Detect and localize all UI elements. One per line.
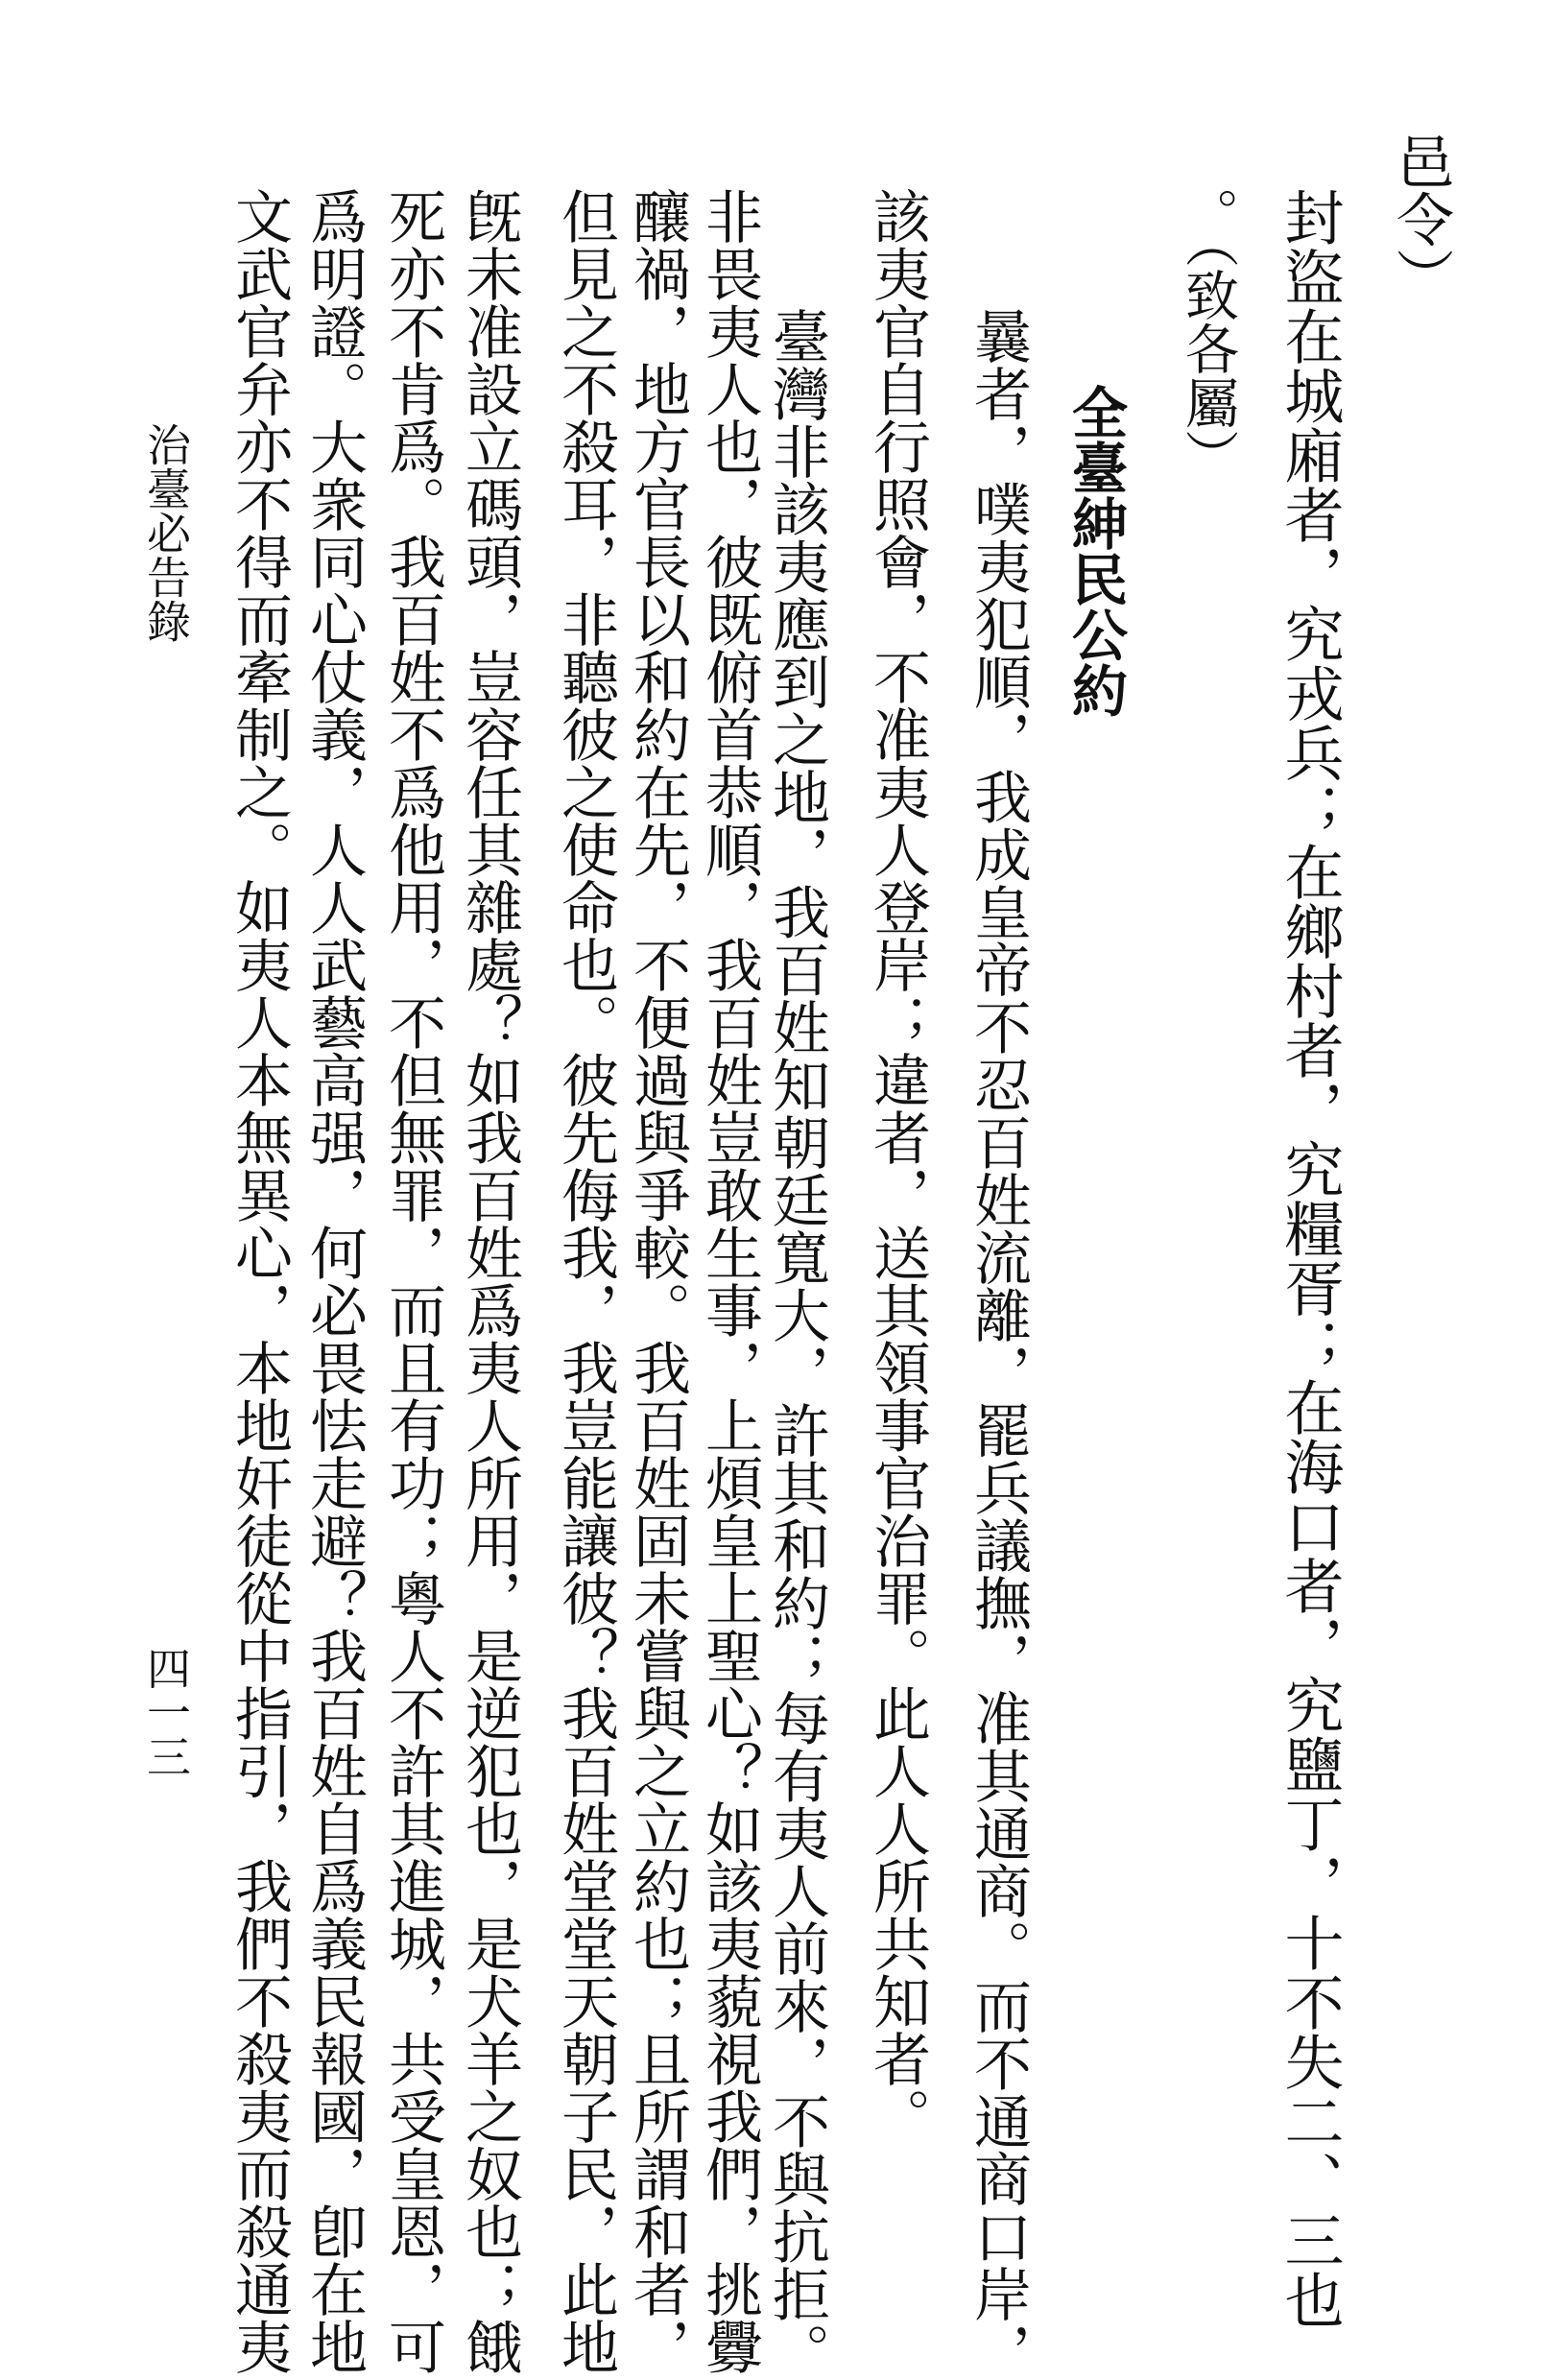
page-number: 四一三: [140, 1646, 192, 1778]
text-column-3: 。（致各屬）: [1177, 187, 1239, 483]
text-column-5: 曩者，噗夷犯順，我成皇帝不忍百姓流離，罷兵議撫，准其通商。而不通商口岸，: [965, 307, 1032, 2380]
book-title: 治臺必告錄: [140, 422, 192, 643]
text-column-13: 爲明證。大衆同心仗義，人人武藝高强，何必畏怯走避？我百姓自爲義民報國，卽在地: [300, 187, 368, 2375]
section-title: 全臺紳民公約: [1062, 384, 1128, 718]
text-column-6: 該夷官自行照會，不准夷人登岸；違者，送其領事官治罪。此人人所共知者。: [864, 187, 931, 2145]
text-column-10: 但見之不殺耳，非聽彼之使命也。彼先侮我，我豈能讓彼？我百姓堂堂天朝子民，此地: [552, 187, 619, 2375]
text-column-14: 文武官弁亦不得而牽制之。如夷人本無異心，本地奸徒從中指引，我們不殺夷而殺通夷: [226, 187, 293, 2375]
text-column-2: 封盜在城廂者，究戎兵；在鄉村者，究糧胥；在海口者，究鹽丁，十不失二、三也: [1275, 187, 1345, 2329]
text-column-9: 釀禍，地方官長以和約在先，不便過與爭較。我百姓固未嘗與之立約也；且所謂和者，: [624, 187, 691, 2375]
text-column-8: 非畏夷人也，彼既俯首恭順，我百姓豈敢生事，上煩皇上聖心？如該夷藐視我們，挑釁: [696, 187, 763, 2375]
text-column-7: 臺灣非該夷應到之地，我百姓知朝廷寬大，許其和約；每有夷人前來，不與抗拒。: [763, 307, 830, 2380]
text-column-1: 邑令）: [1387, 132, 1454, 305]
text-column-12: 死亦不肯爲。我百姓不爲他用，不但無罪，而且有功；粵人不許其進城，共受皇恩，可: [379, 187, 446, 2375]
text-column-11: 旣未准設立碼頭，豈容任其雜處？如我百姓爲夷人所用，是逆犯也，是犬羊之奴也；餓: [456, 187, 523, 2375]
